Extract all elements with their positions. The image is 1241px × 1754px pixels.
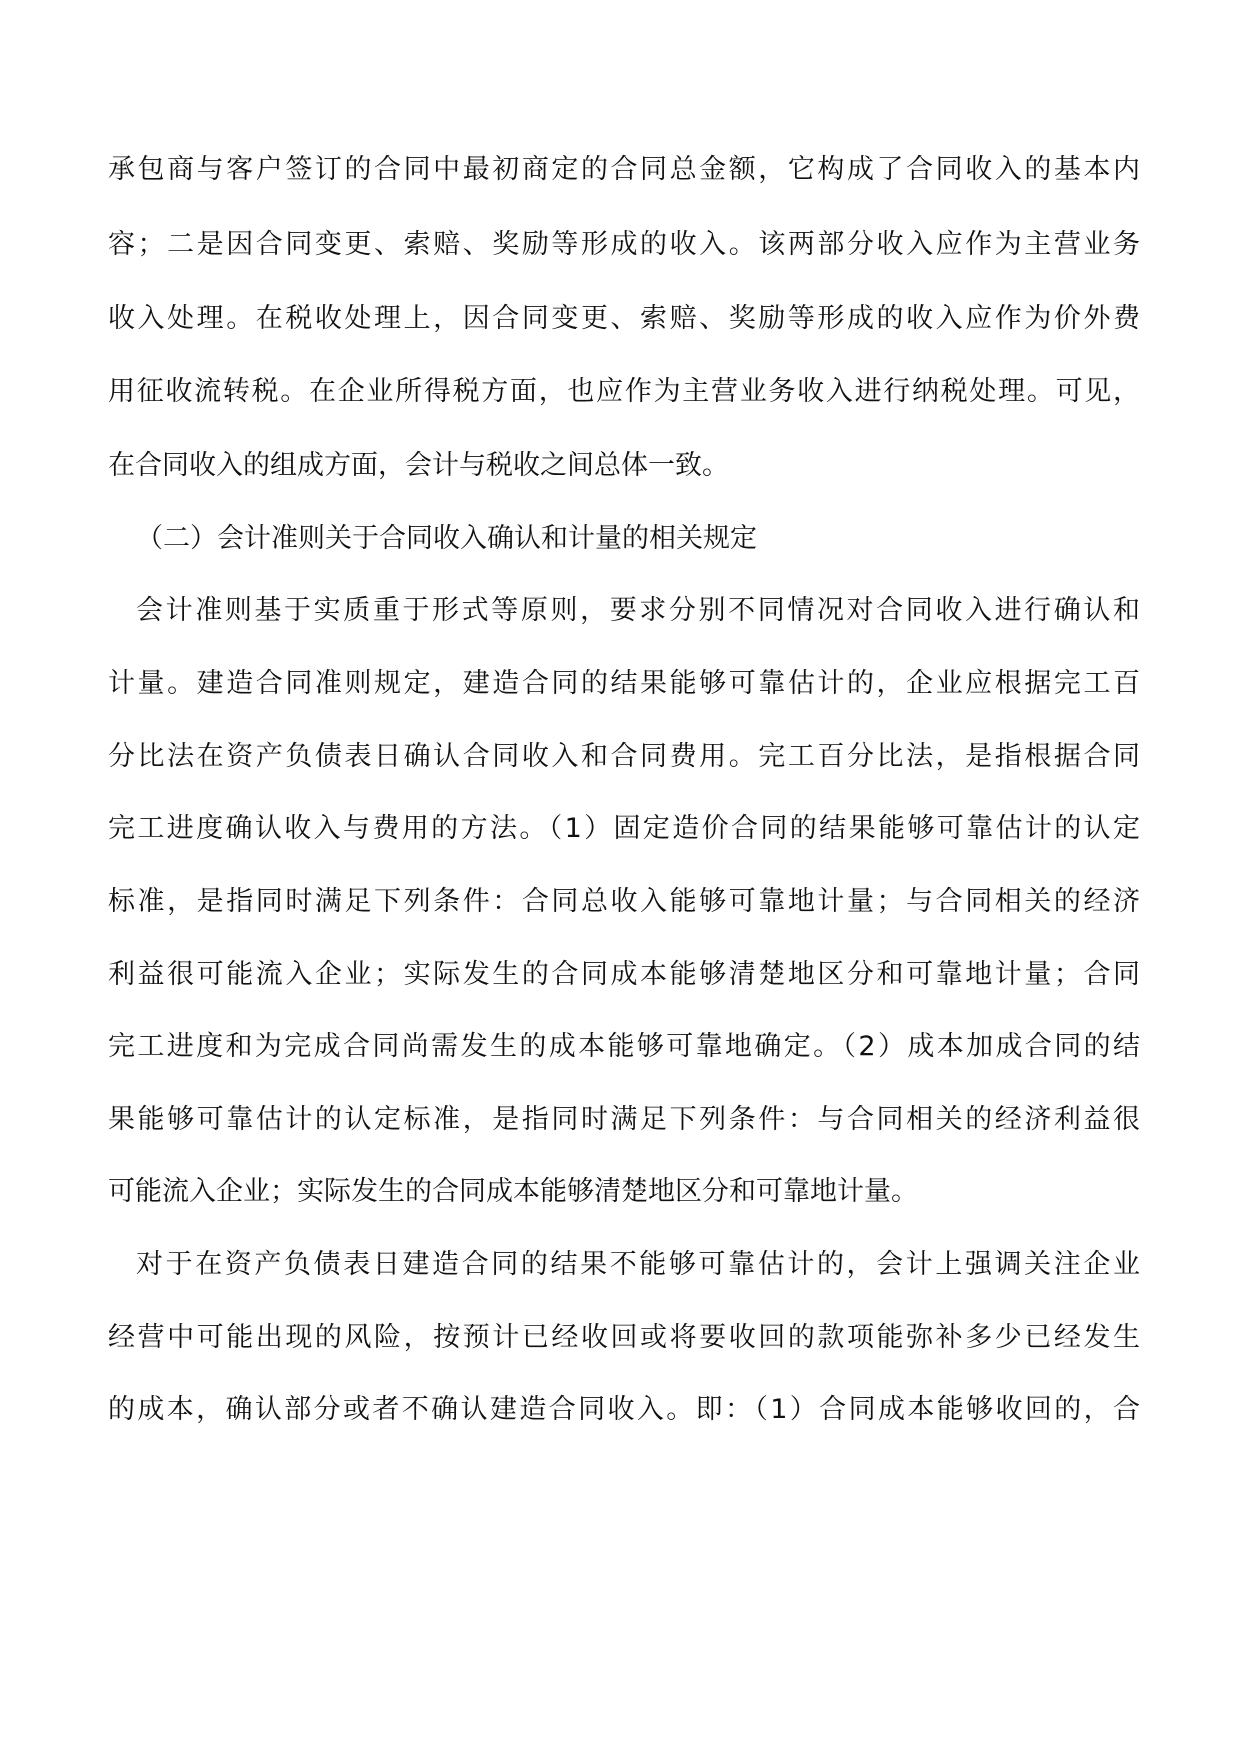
text-line: 计量。建造合同准则规定，建造合同的结果能够可靠估计的，企业应根据完工百 xyxy=(108,668,1140,699)
text-line: 利益很可能流入企业；实际发生的合同成本能够清楚地区分和可靠地计量；合同 xyxy=(108,959,1140,990)
text-line: 完工进度和为完成合同尚需发生的成本能够可靠地确定。（2）成本加成合同的结 xyxy=(108,1031,1140,1062)
section-heading: （二）会计准则关于合同收入确认和计量的相关规定 xyxy=(136,523,757,554)
text-line: 的成本，确认部分或者不确认建造合同收入。即：（1）合同成本能够收回的，合 xyxy=(108,1394,1140,1425)
text-line: 用征收流转税。在企业所得税方面，也应作为主营业务收入进行纳税处理。可见， xyxy=(108,376,1140,407)
text-line: 会计准则基于实质重于形式等原则，要求分别不同情况对合同收入进行确认和 xyxy=(136,595,1140,626)
text-line: 在合同收入的组成方面，会计与税收之间总体一致。 xyxy=(108,450,729,481)
text-line: 收入处理。在税收处理上，因合同变更、索赔、奖励等形成的收入应作为价外费 xyxy=(108,303,1140,334)
text-line: 可能流入企业；实际发生的合同成本能够清楚地区分和可靠地计量。 xyxy=(108,1176,918,1207)
text-line: 果能够可靠估计的认定标准，是指同时满足下列条件：与合同相关的经济利益很 xyxy=(108,1104,1140,1135)
text-line: 标准，是指同时满足下列条件：合同总收入能够可靠地计量；与合同相关的经济 xyxy=(108,886,1140,917)
text-line: 完工进度确认收入与费用的方法。（1）固定造价合同的结果能够可靠估计的认定 xyxy=(108,813,1140,844)
text-line: 分比法在资产负债表日确认合同收入和合同费用。完工百分比法，是指根据合同 xyxy=(108,741,1140,772)
text-line: 容；二是因合同变更、索赔、奖励等形成的收入。该两部分收入应作为主营业务 xyxy=(108,229,1140,260)
text-line: 对于在资产负债表日建造合同的结果不能够可靠估计的，会计上强调关注企业 xyxy=(136,1249,1140,1280)
text-line: 经营中可能出现的风险，按预计已经收回或将要收回的款项能弥补多少已经发生 xyxy=(108,1322,1140,1353)
text-line: 承包商与客户签订的合同中最初商定的合同总金额，它构成了合同收入的基本内 xyxy=(108,154,1140,185)
